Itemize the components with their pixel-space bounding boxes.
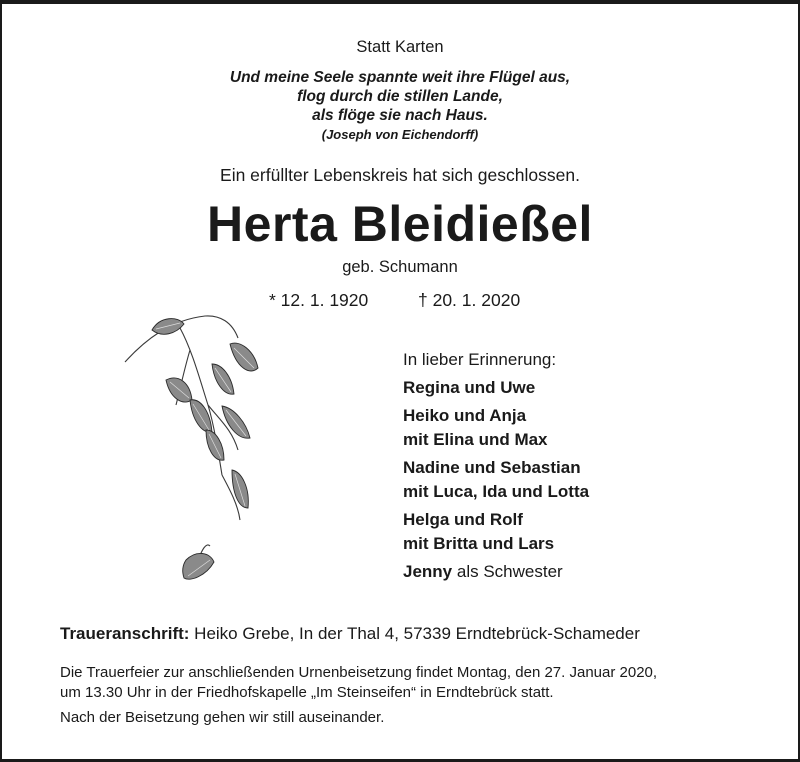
death-date: † 20. 1. 2020: [418, 290, 521, 310]
mourner-relation: als Schwester: [456, 562, 563, 581]
list-item: [403, 376, 589, 400]
mourner-name: Jenny: [403, 562, 453, 581]
mourning-address: [60, 624, 640, 644]
list-item: [403, 508, 589, 556]
mourner-line: Helga und Rolf: [403, 510, 523, 529]
birth-date: * 12. 1. 1920: [269, 290, 369, 310]
address-label: Traueranschrift:: [60, 624, 190, 643]
birch-branch-icon: [120, 310, 270, 600]
poem-line: als flöge sie nach Haus.: [312, 107, 488, 124]
poem: [0, 68, 800, 144]
mourner-line: mit Britta und Lars: [403, 534, 555, 553]
closing-text: Nach der Beisetzung gehen wir still auseinander.: [60, 709, 385, 726]
statt-karten: Statt Karten: [356, 38, 444, 56]
poem-line: Und meine Seele spannte weit ihre Flügel aus,: [229, 69, 571, 86]
mourners-list: [403, 348, 589, 584]
ceremony-details: [60, 663, 657, 703]
list-item: [403, 404, 589, 452]
list-item: [403, 456, 589, 504]
poem-author: (Joseph von Eichendorff): [321, 127, 479, 142]
mourner-line: Regina und Uwe: [403, 378, 536, 397]
list-item: [403, 560, 589, 584]
poem-line: flog durch die stillen Lande,: [297, 88, 503, 105]
intro-text: Ein erfüllter Lebenskreis hat sich geschlossen.: [220, 165, 580, 185]
address-text: Heiko Grebe, In der Thal 4, 57339 Erndtebrück-Schameder: [194, 624, 640, 643]
mourner-line: Heiko und Anja: [403, 406, 527, 425]
maiden-name: geb. Schumann: [342, 258, 458, 276]
ceremony-line: Die Trauerfeier zur anschließenden Urnenbeisetzung findet Montag, den 27. Januar 2020,: [60, 664, 658, 681]
mourners-heading: In lieber Erinnerung:: [403, 350, 557, 369]
mourner-line: mit Elina und Max: [403, 430, 548, 449]
mourner-line: mit Luca, Ida und Lotta: [403, 482, 590, 501]
ceremony-line: um 13.30 Uhr in der Friedhofskapelle „Im Steinseifen“ in Erndtebrück statt.: [60, 684, 554, 701]
deceased-name: Herta Bleidießel: [207, 196, 593, 252]
mourner-line: Nadine und Sebastian: [403, 458, 581, 477]
